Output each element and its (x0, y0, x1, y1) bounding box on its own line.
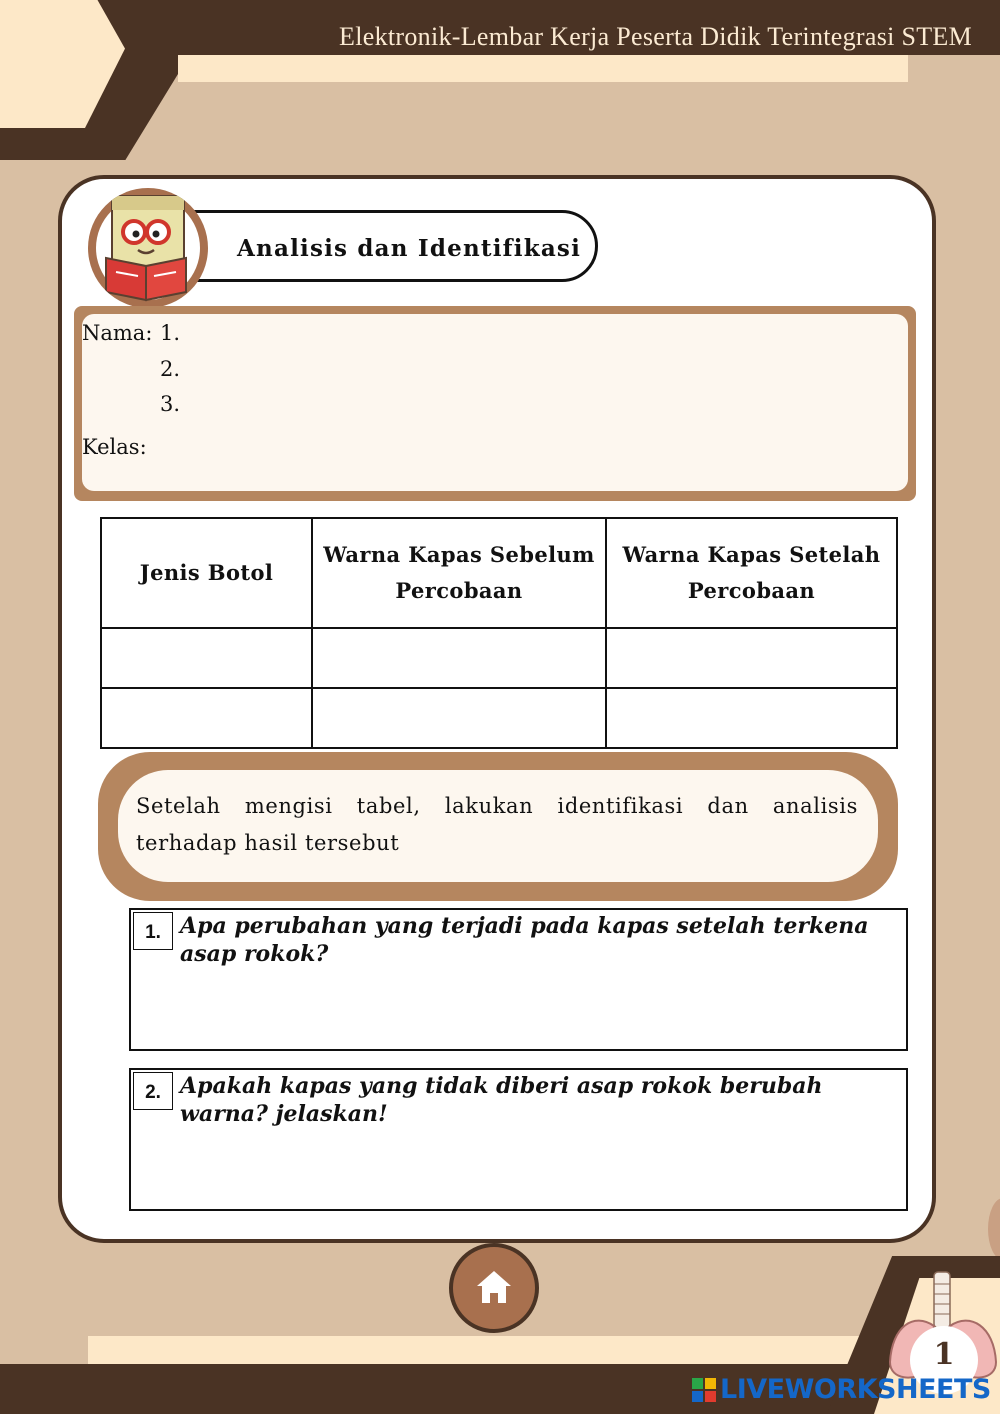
section-title: Analisis dan Identifikasi (237, 235, 582, 262)
liveworksheets-logo-icon (692, 1378, 716, 1402)
question-box-2[interactable] (129, 1068, 908, 1211)
identity-box (74, 306, 916, 501)
name-item-3[interactable]: 3. (160, 392, 181, 416)
name-item-2[interactable]: 2. (160, 357, 181, 381)
instruction-box (98, 752, 898, 901)
name-item-1[interactable]: 1. (160, 321, 181, 345)
question-text: Apa perubahan yang terjadi pada kapas setelah terkena asap rokok? (180, 913, 869, 967)
table-cell-input[interactable] (101, 628, 312, 688)
table-row (101, 688, 897, 748)
section-title-pill (140, 210, 598, 282)
col-header-color-before: Warna Kapas Sebelum Percobaan (312, 518, 606, 628)
question-number: 1. (133, 912, 173, 950)
question-text: Apakah kapas yang tidak diberi asap rokok berubah warna? jelaskan! (180, 1073, 823, 1127)
liveworksheets-brand[interactable]: LIVEWORKSHEETS (720, 1374, 991, 1405)
col-header-color-after: Warna Kapas Setelah Percobaan (606, 518, 897, 628)
instruction-text: Setelah mengisi tabel, lakukan identifikasi dan analisis terhadap hasil tersebut (136, 794, 858, 855)
page-number: 1 (933, 1337, 955, 1372)
table-cell-input[interactable] (606, 628, 897, 688)
table-cell-input[interactable] (101, 688, 312, 748)
table-cell-input[interactable] (606, 688, 897, 748)
question-box-1[interactable] (129, 908, 908, 1051)
side-decoration (988, 1198, 1000, 1260)
home-icon (474, 1267, 514, 1307)
observation-table (100, 517, 898, 749)
table-cell-input[interactable] (312, 688, 606, 748)
table-header-row (101, 518, 897, 628)
header-title: Elektronik-Lembar Kerja Peserta Didik Terintegrasi STEM (339, 22, 972, 51)
question-number: 2. (133, 1072, 173, 1110)
home-button[interactable] (449, 1243, 539, 1333)
class-label[interactable]: Kelas: (82, 435, 147, 459)
book-character-icon (88, 188, 208, 308)
header-cream-strip (178, 55, 908, 82)
name-label: Nama: (82, 321, 153, 345)
col-header-bottle-type: Jenis Botol (101, 518, 312, 628)
table-cell-input[interactable] (312, 628, 606, 688)
table-row (101, 628, 897, 688)
